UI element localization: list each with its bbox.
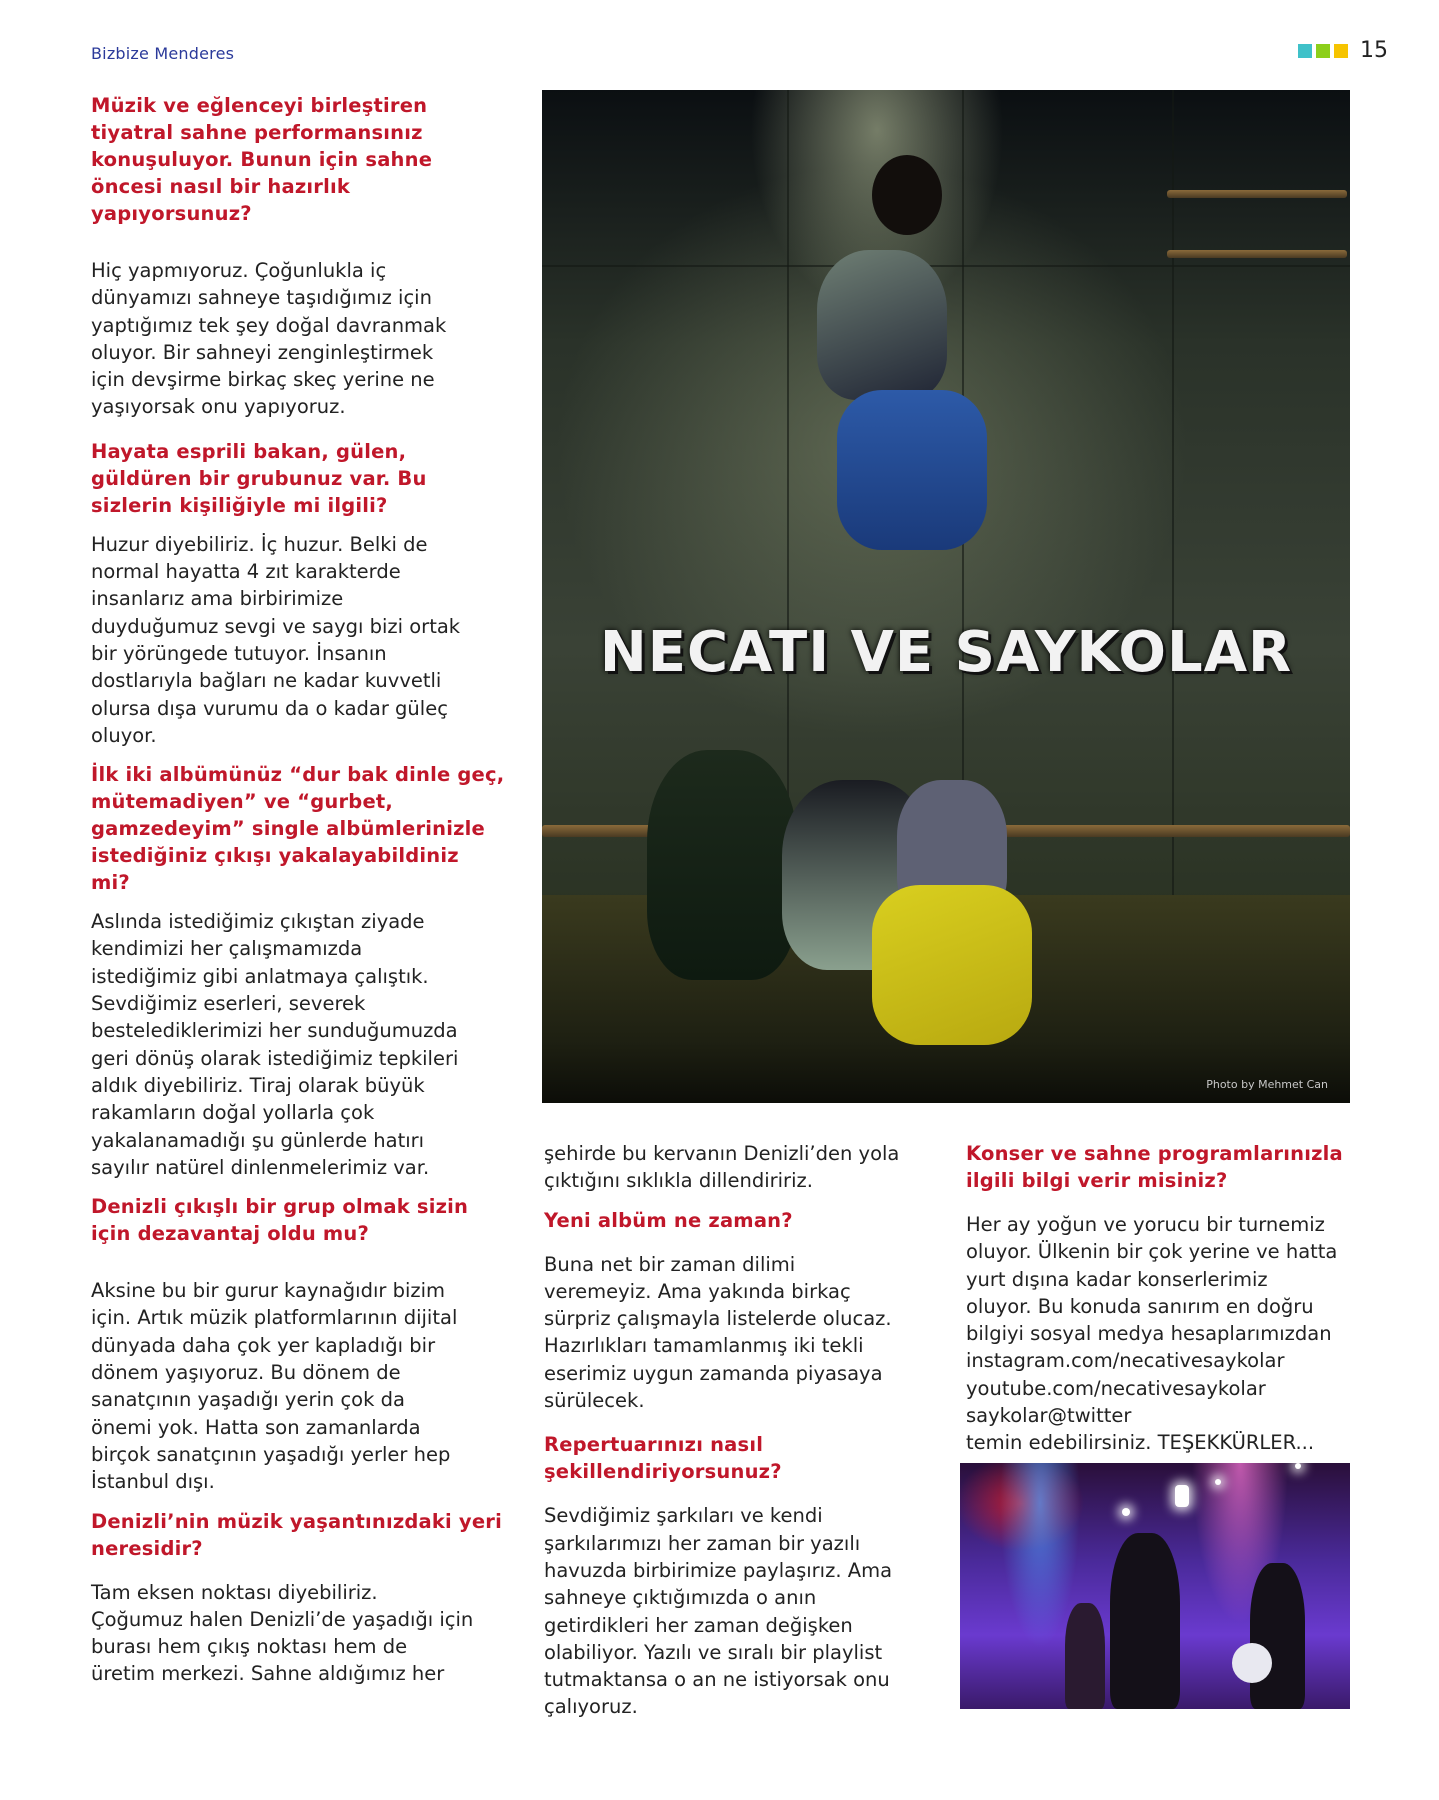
section-title: Bizbize Menderes (91, 44, 235, 63)
qa-block (91, 761, 511, 1181)
jumping-band-member (817, 250, 947, 400)
interview-question: Müzik ve eğlenceyi birleştiren tiyatral sahne performansınız konuşuluyor. Bunun için sahne öncesi nasıl bir hazırlık yapıyorsunuz? (91, 94, 433, 225)
article-column-3 (966, 1140, 1366, 1457)
bass-drum (1232, 1643, 1272, 1683)
photo-credit: Photo by Mehmet Can (1206, 1078, 1328, 1091)
stage-light (1215, 1479, 1221, 1485)
seated-member-left (647, 750, 797, 980)
interview-answer: Tam eksen noktası diyebiliriz. Çoğumuz halen Denizli’de yaşadığı için burası hem çıkış noktası hem de üretim merkezi. Sahne aldığımız her (91, 1580, 474, 1686)
stage-light (1122, 1508, 1130, 1516)
concert-guitarist (1250, 1563, 1305, 1709)
interview-question: Hayata esprili bakan, gülen, güldüren bir grubunuz var. Bu sizlerin kişiliğiyle mi ilgili? (91, 439, 427, 517)
color-square-green (1316, 44, 1330, 58)
interview-question: İlk iki albümünüz “dur bak dinle geç, mütemadiyen” ve “gurbet, gamzedeyim” single albümlerinizle istediğiniz çıkışı yakalayabildiniz mi? (91, 763, 505, 895)
qa-block (91, 438, 511, 749)
article-column-1 (91, 92, 511, 1688)
interview-answer: Buna net bir zaman dilimi veremeyiz. Ama yakında birkaç sürpriz çalışmayla listelerde olucaz. Hazırlıkları tamamlanmış iki tekli eserimiz uygun zamanda piyasaya sürülecek. (544, 1252, 892, 1413)
interview-answer: Hiç yapmıyoruz. Çoğunlukla iç dünyamızı sahneye taşıdığımız için yaptığımız tek şey doğal davranmak oluyor. Bir sahneyi zenginleştirmek için devşirme birkaç skeç yerine ne yaşıyorsak onu yapıyoruz. (91, 259, 447, 419)
page-marker (1298, 38, 1388, 63)
interview-question: Konser ve sahne programlarınızla ilgili bilgi verir misiniz? (966, 1142, 1343, 1192)
concert-photo (960, 1463, 1350, 1709)
concert-guitarist-back (1065, 1603, 1105, 1709)
band-name-title: NECATI VE SAYKOLAR (599, 620, 1293, 685)
page-number: 15 (1360, 38, 1388, 63)
interview-answer: Sevdiğimiz şarkıları ve kendi şarkılarımızı her zaman bir yazılı havuzda birbirimize paylaşırız. Ama sahneye çıktığımızda o anın getirdikleri her zaman değişken olabiliyor. Yazılı ve sıralı bir playlist tutmaktansa o an ne istiyorsak onu çalıyoruz. (544, 1504, 893, 1719)
color-square-yellow (1334, 44, 1348, 58)
interview-answer-continued: şehirde bu kervanın Denizli’den yola çıktığını sıklıkla dillendiririz. (544, 1142, 900, 1193)
band-promo-photo (542, 90, 1350, 1103)
twitter-handle: saykolar@twitter (966, 1404, 1132, 1428)
interview-answer: Huzur diyebiliriz. İç huzur. Belki de normal hayatta 4 zıt karakterde insanlarız ama birbirimize duyduğumuz sevgi ve saygı bizi ortak bir yörüngede tutuyor. İnsanın dostlarıyla bağları ne kadar kuvvetli olursa dışa vurumu da o kadar güleç oluyor. (91, 532, 461, 747)
qa-block (544, 1207, 944, 1415)
wall-pipe (1167, 250, 1347, 258)
interview-question: Denizli’nin müzik yaşantınızdaki yeri neresidir? (91, 1509, 502, 1560)
interview-question: Yeni albüm ne zaman? (544, 1208, 793, 1232)
wall-seam (542, 265, 1350, 267)
interview-answer: Her ay yoğun ve yorucu bir turnemiz oluyor. Ülkenin bir çok yerine ve hatta yurt dışına kadar konserlerimiz oluyor. Bu konuda sanırım en doğru bilgiyi sosyal medya hesaplarımızdan instagram.com/necativesaykolar youtube.com/necativesaykolar saykolar@twitter temin edebilirsiniz. TEŞEKKÜRLER... (966, 1213, 1338, 1455)
article-column-2 (544, 1140, 944, 1721)
qa-block (91, 92, 511, 421)
youtube-link: youtube.com/necativesaykolar (966, 1376, 1266, 1400)
wall-pipe (1167, 190, 1347, 198)
interview-answer: Aksine bu bir gurur kaynağıdır bizim için. Artık müzik platformlarının dijital dünyada daha çok yer kapladığı bir dönem yaşıyoruz. Bu dönem de sanatçının yaşadığı yerin çok da önemi yok. Hatta son zamanlarda birçok sanatçının yaşadığı yerler hep İstanbul dışı. (91, 1279, 458, 1494)
interview-question: Repertuarınızı nasıl şekillendiriyorsunuz? (544, 1433, 782, 1484)
color-square-teal (1298, 44, 1312, 58)
instagram-link: instagram.com/necativesaykolar (966, 1349, 1285, 1373)
stage-light (1175, 1485, 1189, 1507)
qa-block (91, 1508, 511, 1688)
seated-member-right-pants (872, 885, 1032, 1045)
jumping-member-jeans (837, 390, 987, 550)
qa-block (91, 1193, 511, 1495)
interview-answer: Aslında istediğimiz çıkıştan ziyade kendimizi her çalışmamızda istediğimiz gibi anlatmaya çalıştık. Sevdiğimiz eserleri, severek bestelediklerimizi her sunduğumuzda geri dönüş olarak istediğimiz tepkileri aldık diyebiliriz. Tiraj olarak büyük rakamların doğal yollarla çok yakalanamadığı şu günlerde hatırı sayılır natürel dinlenmelerimiz var. (91, 910, 459, 1179)
stage-light (1295, 1463, 1301, 1469)
concert-singer (1110, 1533, 1180, 1709)
qa-block (544, 1431, 944, 1720)
jumping-member-hair (872, 155, 942, 235)
interview-question: Denizli çıkışlı bir grup olmak sizin için dezavantaj oldu mu? (91, 1195, 469, 1246)
